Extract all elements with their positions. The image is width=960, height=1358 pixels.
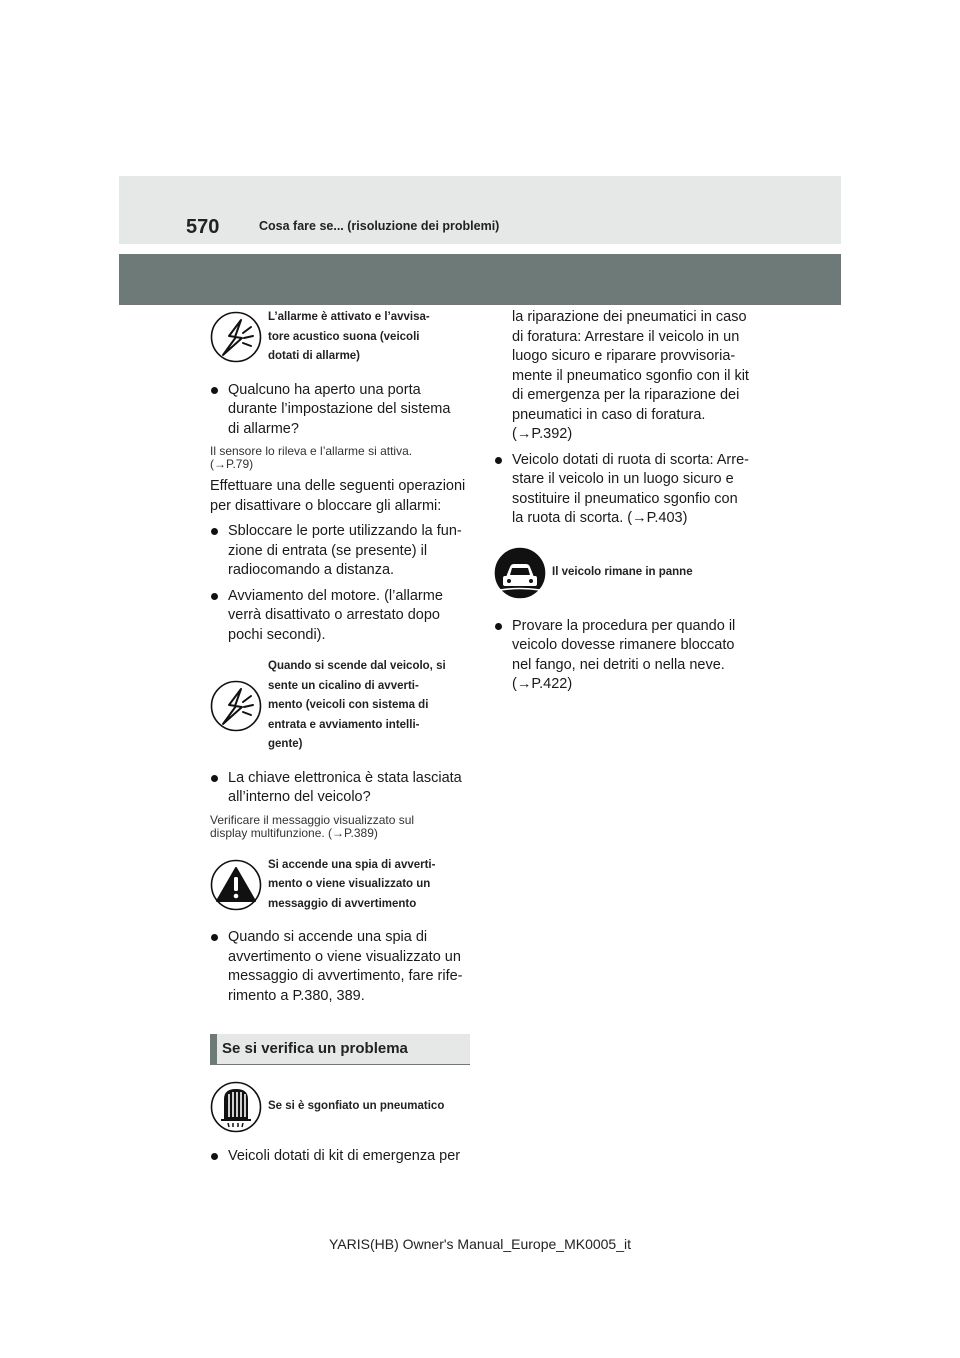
subsection-stuck [494,547,754,599]
subsection-buzzer [210,657,470,755]
bullet-item: Avviamento del motore. (l’allarme verrà disattivato o arrestato dopo pochi secondi). [210,587,470,646]
section-banner: Se si verifica un problema [210,1034,470,1065]
subsection-warning [210,856,470,915]
stuck-car-icon [494,547,546,599]
header-band [119,254,841,305]
header-bar [119,176,841,244]
page-number: 570 [186,216,220,238]
subsection-title: L’allarme è attivato e l’avvisa- tore acustico suona (veicoli dotati di allarme) [268,311,430,362]
bullet-item: Sbloccare le porte utilizzando la fun- zione di entrata (se presente) il radiocomando a distanza. [210,522,470,581]
subsection-title: Quando si scende dal veicolo, si sente un cicalino di avverti- mento (veicoli con sistema di entrata e avviamento intelli- gente) [268,660,446,750]
subsection-title: Si accende una spia di avverti- mento o viene visualizzato un messaggio di avvertimento [268,858,436,910]
subsection-alarm [210,308,470,367]
right-column [494,308,754,701]
subsection-title: Se si è sgonfiato un pneumatico [268,1100,445,1113]
warning-triangle-icon [210,859,262,911]
note-text: Verificare il messaggio visualizzato sul display multifunzione. (→P.389) [210,812,415,840]
bullet-item: Veicolo dotati di ruota di scorta: Arre- stare il veicolo in un luogo sicuro e sostituire il pneumatico sgonfio con la ruota di scorta. (→P.403) [494,451,754,529]
note-text: Il sensore lo rileva e l’allarme si attiva. (→P.79) [210,444,413,471]
bullet-item: Veicoli dotati di kit di emergenza per [210,1147,470,1167]
bullet-item: Quando si accende una spia di avvertimento o viene visualizzato un messaggio di avvertimento, fare rife- rimento a P.380, 389. [210,928,470,1006]
buzzer-lightning-icon [210,680,262,732]
bullet-item: Qualcuno ha aperto una porta durante l’impostazione del sistema di allarme? [210,381,470,440]
subsection-title: Il veicolo rimane in panne [552,565,693,578]
footer: YARIS(HB) Owner's Manual_Europe_MK0005_it [329,1236,631,1252]
bullet-item: La chiave elettronica è stata lasciata all’interno del veicolo? [210,769,470,808]
alarm-lightning-icon [210,311,262,363]
left-column [210,308,470,1173]
bullet-continuation: la riparazione dei pneumatici in caso di foratura: Arrestare il veicolo in un luogo sicuro e riparare provvisoria- mente il pneumatico sgonfio con il kit di emergenza per la riparazione dei pneumatici in caso di foratura. (→P.392) [512,309,749,442]
bullet-item: Provare la procedura per quando il veicolo dovesse rimanere bloccato nel fango, nei detriti o nella neve. (→P.422) [494,617,754,695]
flat-tire-icon [210,1081,262,1133]
paragraph: Effettuare una delle seguenti operazioni per disattivare o bloccare gli allarmi: [210,478,466,514]
section-title: Cosa fare se... (risoluzione dei problemi) [259,219,500,233]
subsection-flat-tire [210,1081,470,1133]
